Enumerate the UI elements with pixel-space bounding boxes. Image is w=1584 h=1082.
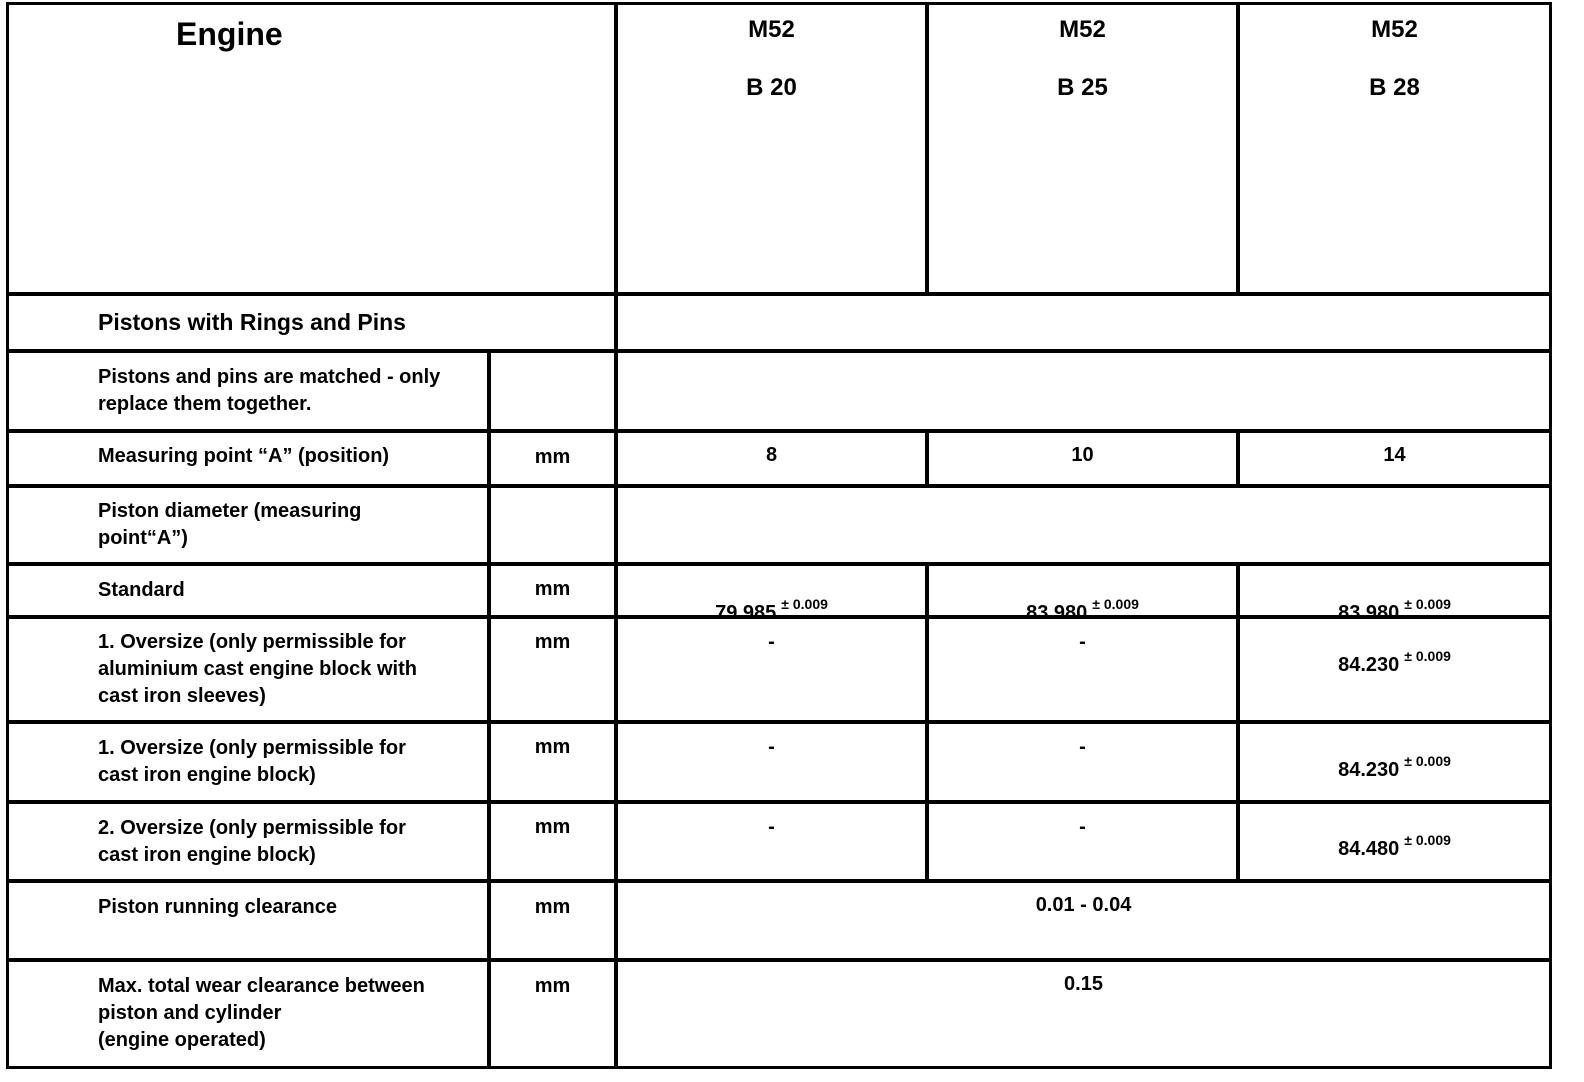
value-tolerance: ± 0.009 [781,596,828,612]
engine-model-3: M52 [1371,16,1418,43]
row-value [1240,574,1549,626]
row-unit: mm [534,578,571,600]
value-tolerance: ± 0.009 [1404,596,1451,612]
engine-variant-1: B 20 [746,74,797,101]
grid-line [6,879,1552,883]
row-value: - [768,736,775,758]
grid-line [1549,2,1552,1069]
row-unit: mm [534,736,571,758]
row-unit: mm [534,896,571,918]
row-value: - [1079,736,1086,758]
grid-line [6,1066,1552,1069]
row-span-value: 0.01 - 0.04 [1035,894,1132,916]
row-value: 8 [765,444,778,466]
grid-line [6,800,1552,804]
value-tolerance: ± 0.009 [1404,648,1451,664]
engine-variant-2: B 25 [1057,74,1108,101]
section-title: Pistons with Rings and Pins [98,309,406,335]
value-tolerance: ± 0.009 [1092,596,1139,612]
grid-line [6,562,1552,566]
row-label: 1. Oversize (only permissible for cast iron engine block) [98,737,406,786]
grid-line [6,349,1552,353]
row-unit: mm [534,975,571,997]
grid-line [6,2,1552,5]
table-title: Engine [176,16,283,52]
row-value: 14 [1383,444,1406,466]
row-value: 10 [1071,444,1094,466]
value-tolerance: ± 0.009 [1404,832,1451,848]
grid-line [6,958,1552,962]
row-label: Standard [98,579,185,601]
row-value: - [768,631,775,653]
value-number: 83.980 [1026,602,1088,624]
value-number: 83.980 [1338,602,1400,624]
grid-line [6,429,1552,433]
row-unit: mm [534,631,571,653]
value-number: 84.480 [1338,838,1400,860]
grid-line [6,292,1552,296]
engine-variant-3: B 28 [1369,74,1420,101]
grid-line [925,2,929,294]
value-number: 84.230 [1338,654,1400,676]
row-label: Pistons and pins are matched - only replace them together. [98,366,441,415]
row-value [1240,810,1549,862]
grid-line [6,720,1552,724]
row-value: - [1079,631,1086,653]
row-value [618,574,925,626]
row-unit: mm [534,446,571,468]
row-label: 1. Oversize (only permissible for aluminium cast engine block with cast iron sleeves) [98,631,417,707]
engine-model-1: M52 [748,16,795,43]
grid-line [1236,2,1240,294]
grid-line [6,2,9,1069]
row-value [1240,731,1549,783]
row-value [1240,626,1549,678]
row-span-value: 0.15 [1064,973,1103,995]
engine-model-2: M52 [1059,16,1106,43]
row-unit: mm [534,816,571,838]
row-label: Piston running clearance [98,896,337,918]
value-tolerance: ± 0.009 [1404,753,1451,769]
value-number: 84.230 [1338,759,1400,781]
row-label: Max. total wear clearance between piston and cylinder (engine operated) [98,975,425,1051]
row-value: - [768,816,775,838]
row-value: - [1079,816,1086,838]
row-value [929,574,1236,626]
row-label: Measuring point “A” (position) [98,445,390,467]
row-label: 2. Oversize (only permissible for cast iron engine block) [98,817,406,866]
value-number: 79.985 [715,602,777,624]
row-label: Piston diameter (measuring point“A”) [98,500,362,549]
grid-line [6,484,1552,488]
